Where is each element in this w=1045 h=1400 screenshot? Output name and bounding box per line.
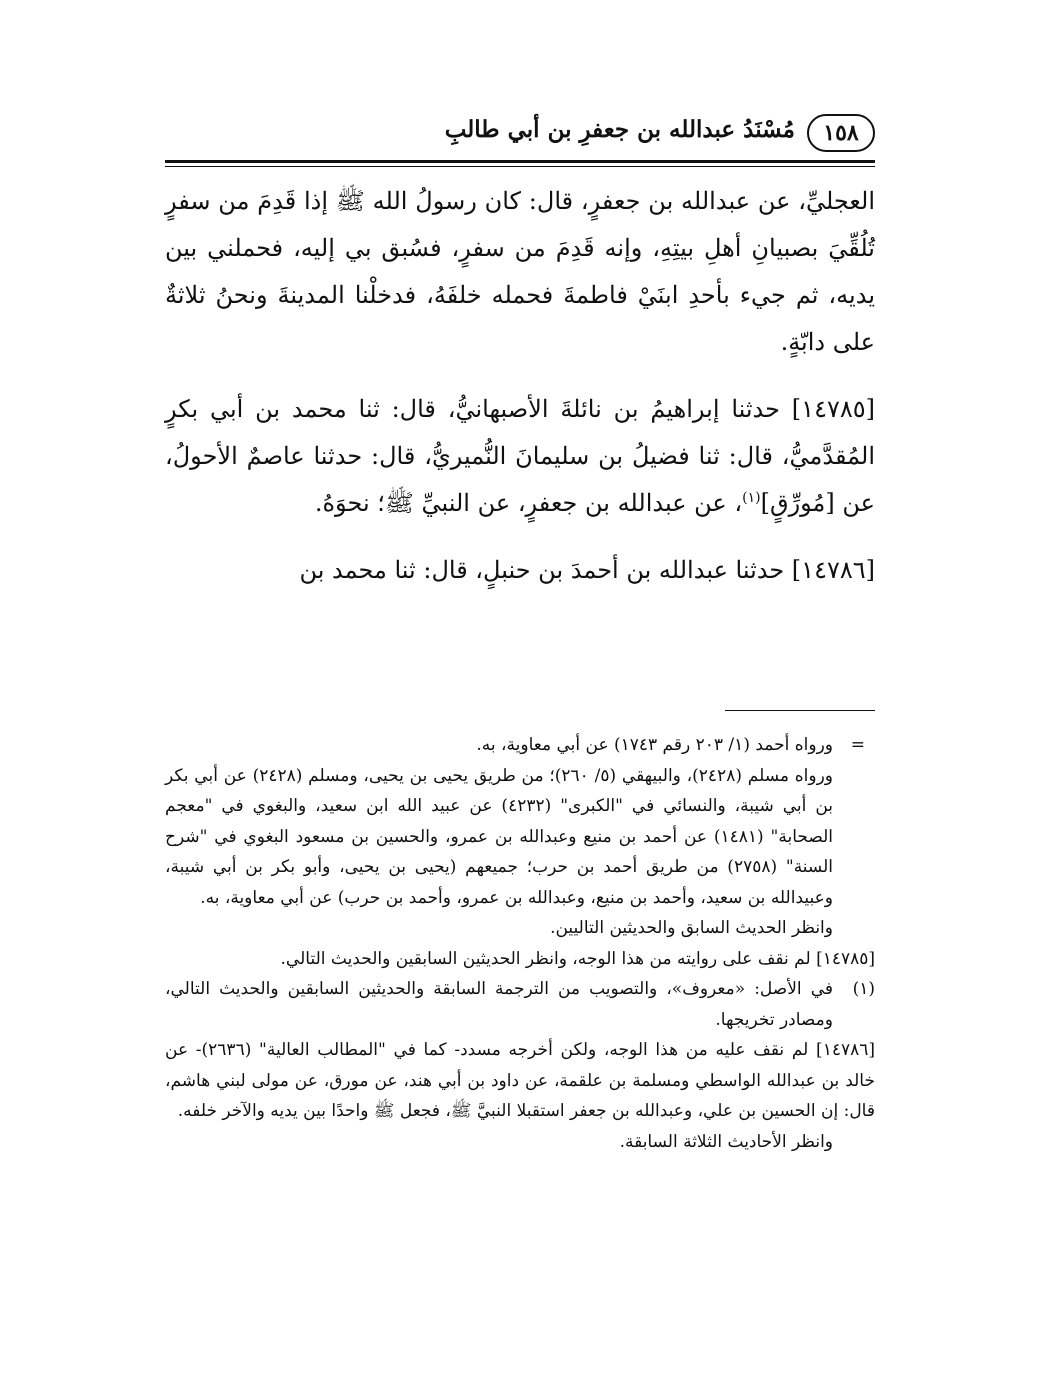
footnote-1 [165, 974, 875, 1035]
footnote-14786-text: [١٤٧٨٦] لم نقف عليه من هذا الوجه، ولكن أخرجه مسدد- كما في "المطالب العالية" (٢٦٣٦)- عن خالد بن عبدالله الواسطي ومسلمة بن علقمة، عن داود بن أبي هند، عن مورق، عن مولى لبني هاشم، قال: إن الحسين بن علي، وعبدالله بن جعفر استقبلا النبيَّ ﷺ، فجعل ﷺ واحدًا بين يديه والآخر خلفه. [165, 1040, 875, 1121]
footnote-ref-1[interactable]: (١) [742, 490, 761, 506]
continuation-marker: = [850, 735, 865, 755]
footnote-1-number: (١) [852, 979, 875, 999]
paragraph-14785-text: [١٤٧٨٥] حدثنا إبراهيمُ بن نائلةَ الأصبهانيُّ، قال: ثنا محمد بن أبي بكرٍ المُقدَّميُّ، قال: ثنا فضيلُ بن سليمانَ النُّميريُّ، قال: حدثنا عاصمٌ الأحولُ، عن [مُورِّقٍ] [165, 395, 875, 517]
footnote-14785: [١٤٧٨٥] لم نقف على روايته من هذا الوجه، وانظر الحديثين السابقين والحديث التالي. [280, 948, 875, 969]
footnote-continuation-1-text: ورواه أحمد (١/ ٢٠٣ رقم ١٧٤٣) عن أبي معاوية، به. [476, 735, 833, 755]
footnote-14786 [165, 1035, 875, 1127]
footnote-14786-see-also: وانظر الأحاديث الثلاثة السابقة. [619, 1131, 833, 1152]
footnote-1-text: في الأصل: «معروف»، والتصويب من الترجمة السابقة والحديثين السابقين والحديث التالي، ومصادر تخريجها. [165, 979, 833, 1030]
footnote-continuation-2: ورواه مسلم (٢٤٢٨)، والبيهقي (٥/ ٢٦٠)؛ من طريق يحيى بن يحيى، ومسلم (٢٤٢٨) عن أبي بكر بن أبي شيبة، والنسائي في "الكبرى" (٤٢٣٢) عن عبيد الله ابن سعيد، والبغوي في "معجم الصحابة" (١٤٨١) عن أحمد بن منيع وعبدالله بن عمرو، والحسين بن مسعود البغوي في "شرح السنة" (٢٧٥٨) من طريق أحمد بن حرب؛ جميعهم (يحيى بن يحيى، وأبو بكر بن أبي شيبة، وعبيدالله بن سعيد، وأحمد بن منيع، وعبدالله بن عمرو، وأحمد بن حرب) عن أبي معاوية، به. [165, 765, 834, 908]
page-header [165, 112, 875, 158]
footnote-separator [725, 710, 875, 711]
paragraph-14786: [١٤٧٨٦] حدثنا عبدالله بن أحمدَ بن حنبلٍ، قال: ثنا محمد بن [299, 556, 875, 584]
footnote-continuation-1 [165, 730, 875, 761]
paragraph-14785 [165, 386, 875, 527]
paragraph-14785-tail: ، عن عبدالله بن جعفرٍ، عن النبيِّ ﷺ؛ نحوَهُ. [314, 489, 743, 517]
header-rule-thin [165, 166, 875, 167]
footnotes [165, 730, 875, 1157]
header-rule-thick [165, 160, 875, 163]
paragraph-1: العجليِّ، عن عبدالله بن جعفرٍ، قال: كان رسولُ الله ﷺ إذا قَدِمَ من سفرٍ تُلُقِّيَ بصبيانِ أهلِ بيتِهِ، وإنه قَدِمَ من سفرٍ، فسُبق بي إليه، فحملني بين يديه، ثم جيء بأحدِ ابنَيْ فاطمةَ فحمله خلفَهُ، فدخلْنا المدينةَ ونحنُ ثلاثةٌ على دابّةٍ. [165, 187, 875, 356]
main-text [165, 178, 875, 594]
running-title: مُسْنَدُ عبدالله بن جعفرِ بن أبي طالبِ [444, 116, 795, 143]
page-number-badge: ١٥٨ [807, 114, 875, 152]
footnote-continuation-3: وانظر الحديث السابق والحديثين التاليين. [550, 918, 833, 938]
